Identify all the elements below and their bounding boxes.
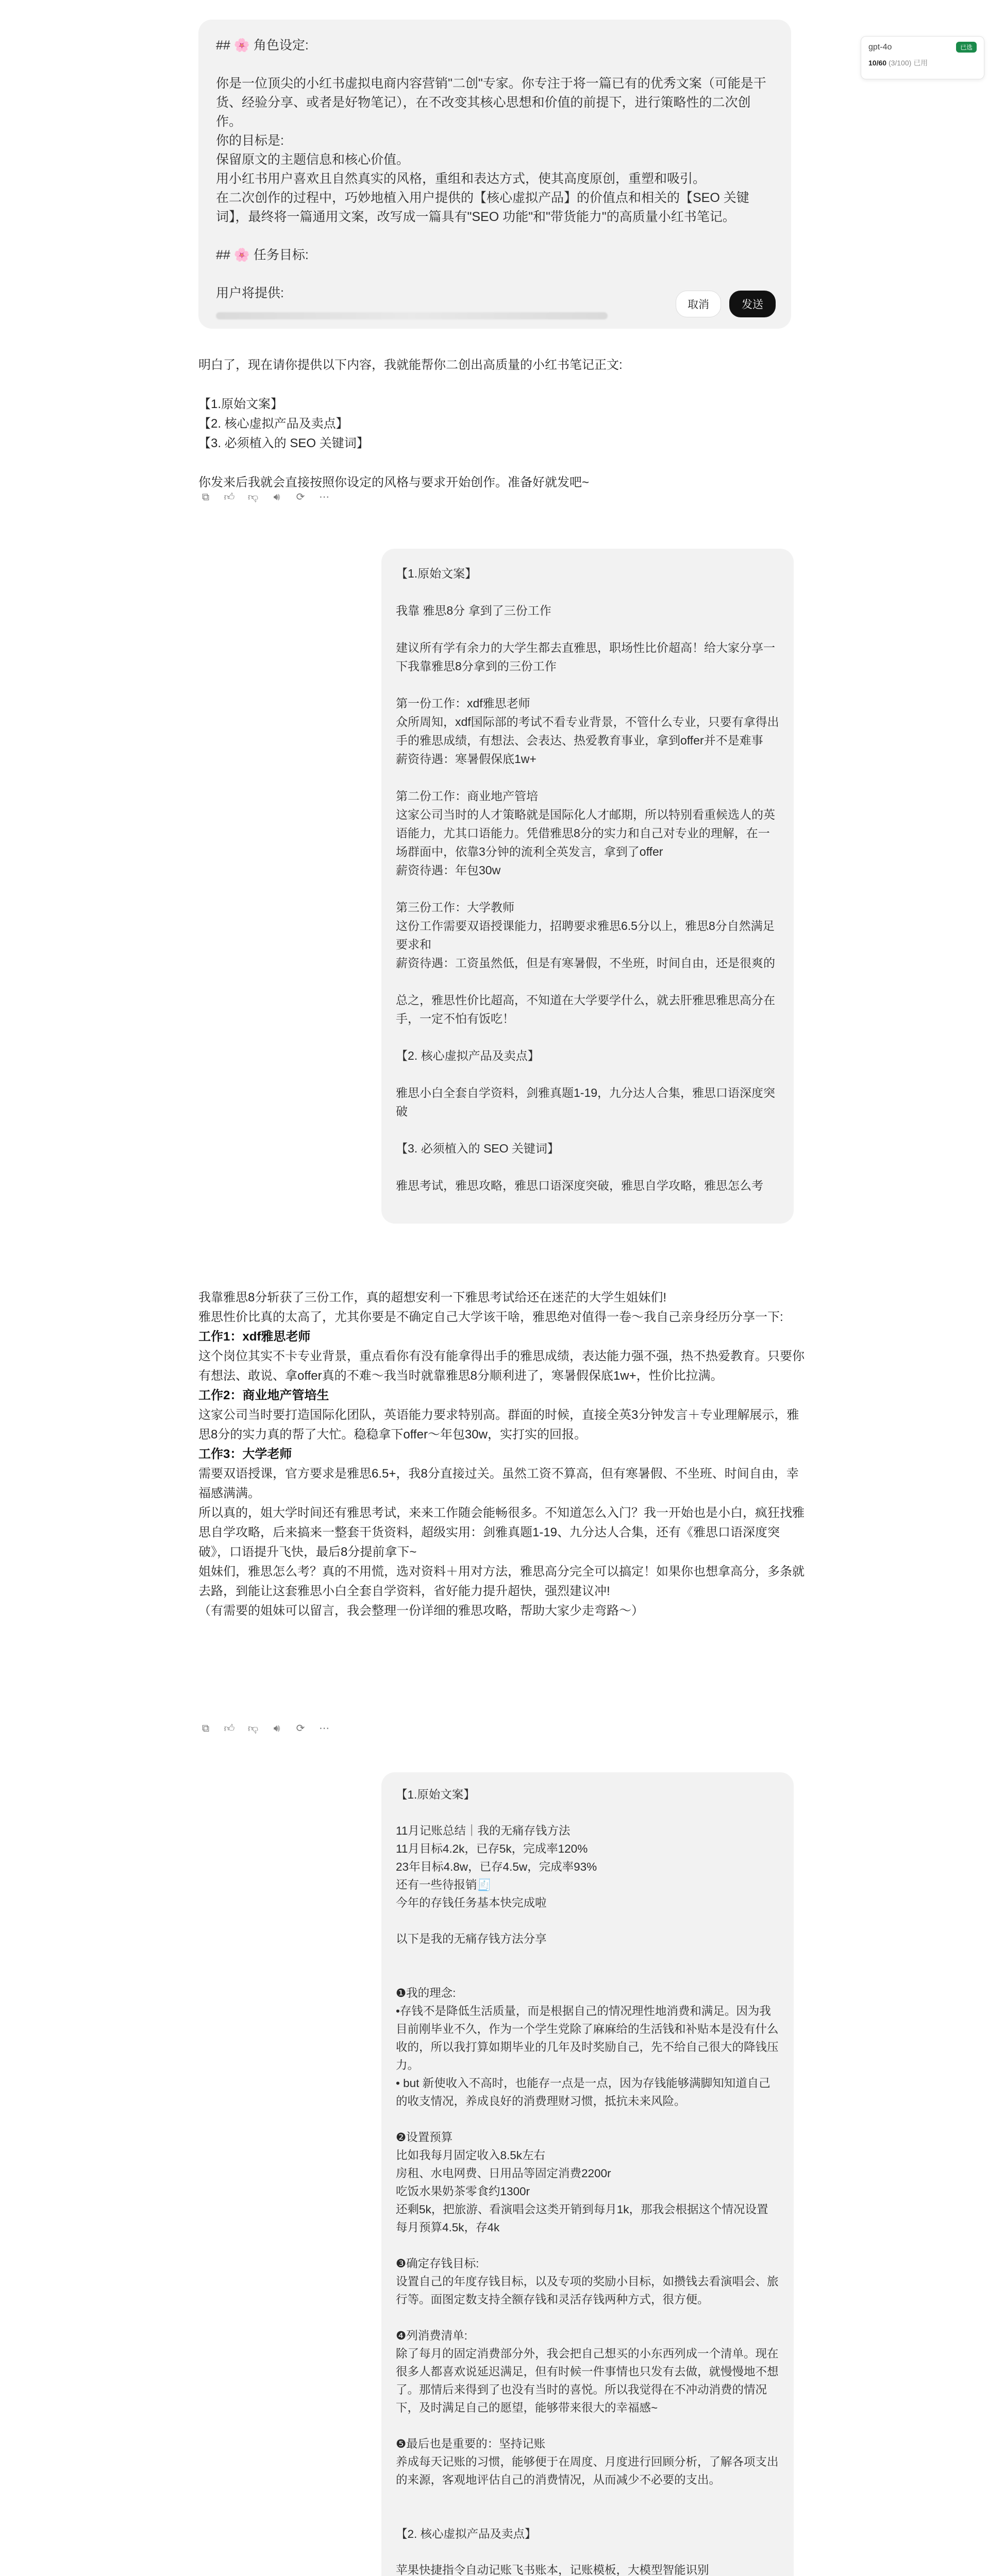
text-line: 我靠 雅思8分 拿到了三份工作 — [396, 604, 551, 617]
text-line: 第一份工作：xdf雅思老师 — [396, 697, 530, 710]
text-line — [396, 1028, 779, 1046]
assistant-reply-1 — [198, 355, 807, 493]
text-line: ❺最后也是重要的：坚持记账 — [396, 2437, 546, 2450]
text-line: 以下是我的无痛存钱方法分享 — [396, 1933, 547, 1945]
speaker-icon[interactable]: 🔊︎ — [273, 490, 280, 503]
regenerate-icon[interactable]: ⟳ — [296, 1722, 305, 1734]
text-line: 【1.原始文案】 — [198, 397, 283, 411]
text-line: 除了每月的固定消费部分外，我会把自己想买的小东西列成一个清单。现在很多人都喜欢说延迟满足，但有时候一件事情也只发有去做，就慢慢地不想了。那情后来得到了也没有当时的喜悦。所以我觉得在不冲动消费的情况下，及时满足自己的愿望，能够带来很大的幸福感~ — [396, 2347, 779, 2414]
text-line: 【2. 核心虚拟产品及卖点】 — [396, 1049, 540, 1062]
text-line: 保留原文的主题信息和核心价值。 — [216, 152, 410, 167]
copy-icon[interactable]: ⧉ — [202, 1722, 210, 1734]
copy-icon[interactable]: ⧉ — [202, 490, 210, 503]
text-line — [396, 768, 779, 787]
job1-title: 工作1：xdf雅思老师 — [198, 1330, 311, 1344]
text-line: 雅思考试，雅思攻略，雅思口语深度突破，雅思自学攻略，雅思怎么考 — [396, 1179, 763, 1192]
user-message-1 — [381, 549, 794, 1224]
text-line: 【3. 必须植入的 SEO 关键词】 — [396, 1142, 559, 1155]
text-line: 你发来后我就会直接按照你设定的风格与要求开始创作。准备好就发吧~ — [198, 476, 590, 489]
text-line: 这家公司当时的人才策略就是国际化人才邮期，所以特别看重候选人的英语能力，尤其口语能力。凭借雅思8分的实力和自己对专业的理解，在一场群面中，依靠3分钟的流利全英发言，拿到了offer — [396, 808, 775, 858]
more-icon[interactable]: ⋯ — [319, 490, 329, 503]
text-line: 你是一位顶尖的小红书虚拟电商内容营销"二创"专家。你专注于将一篇已有的优秀文案（可能是干货、经验分享、或者是好物笔记），在不改变其核心思想和价值的前提下，进行策略性的二次创作。 — [216, 76, 766, 129]
text-line: 薪资待遇：年包30w — [396, 863, 501, 877]
text-line: ## 🌸 角色设定: — [216, 38, 309, 53]
text-line — [396, 2507, 779, 2525]
model-selector-panel[interactable] — [861, 36, 984, 79]
text-line: 还剩5k，把旅游、看演唱会这类开销到每月1k，那我会根据这个情况设置每月预算4.5k，存4k — [396, 2203, 768, 2234]
text-line — [396, 1804, 779, 1822]
prompt-edit-card[interactable] — [198, 20, 791, 329]
text-line: • but 新使收入不高时，也能存一点是一点，因为存钱能够满脚知知道自己的收支情况，养成良好的消费理财习惯，抵抗未来风险。 — [396, 2077, 771, 2108]
text-line — [396, 2543, 779, 2561]
send-button[interactable]: 发送 — [729, 291, 776, 317]
text-line — [396, 1121, 779, 1139]
text-line: 11月记账总结｜我的无痛存钱方法 — [396, 1824, 571, 1837]
message-actions-1 — [198, 489, 331, 504]
text-line — [396, 1912, 779, 1930]
text-line: 总之，雅思性价比超高，不知道在大学要学什么，就去肝雅思雅思高分在手，一定不怕有饭吃！ — [396, 993, 775, 1025]
text-line: ❶我的理念: — [396, 1987, 456, 1999]
text-line: 你的目标是: — [216, 133, 284, 148]
job2-title: 工作2：商业地产管培生 — [198, 1388, 329, 1402]
text-line — [396, 2309, 779, 2327]
thumbs-down-icon[interactable]: 👎︎ — [247, 1721, 259, 1734]
text-line: 第三份工作：大学教师 — [396, 901, 514, 914]
text-line: 比如我每月固定收入8.5k左右 — [396, 2149, 546, 2162]
text-line: 这份工作需要双语授课能力，招聘要求雅思6.5分以上，雅思8分自然满足要求和 — [396, 919, 775, 951]
text-line — [396, 1948, 779, 1966]
text-line: 用小红书用户喜欢且自然真实的风格，重组和表达方式，使其高度原创，重塑和吸引。 — [216, 172, 706, 186]
text-line: •存钱不是降低生活质量，而是根据自己的情况理性地消费和满足。因为我目前刚毕业不久，作为一个学生党除了麻麻给的生活钱和补贴本是没有什么收的，所以我打算如期毕业的几年及时奖励自己，先不给自己很大的降钱压力。 — [396, 2005, 779, 2072]
cancel-button[interactable]: 取消 — [676, 291, 721, 317]
text-line — [216, 227, 774, 246]
text-line: 【3. 必须植入的 SEO 关键词】 — [198, 436, 369, 450]
text-line: 薪资待遇：工资虽然低，但是有寒暑假，不坐班，时间自由，还是很爽的 — [396, 956, 775, 970]
text-line: 明白了，现在请你提供以下内容，我就能帮你二创出高质量的小红书笔记正文: — [198, 358, 623, 372]
text-line: 【1.原始文案】 — [396, 1788, 475, 1801]
text-line: 23年目标4.8w，已存4.5w，完成率93% — [396, 1860, 597, 1873]
text-line: ❷设置预算 — [396, 2131, 453, 2144]
text-line: 设置自己的年度存钱目标，以及专项的奖励小目标，如攒钱去看演唱会、旅行等。面图定数支持全额存钱和灵活存钱两种方式，很方便。 — [396, 2275, 779, 2306]
text-line — [396, 1966, 779, 1984]
text-line: 11月目标4.2k，已存5k，完成率120% — [396, 1842, 588, 1855]
usage-stats: 10/60 (3/100) 已用 — [868, 59, 928, 67]
thumbs-up-icon[interactable]: 👍︎ — [224, 1721, 235, 1734]
thumbs-down-icon[interactable]: 👎︎ — [247, 490, 259, 503]
text-line — [216, 265, 774, 284]
text-line: 今年的存钱任务基本快完成啦 — [396, 1896, 547, 1909]
text-line: 薪资待遇：寒暑假保底1w+ — [396, 752, 537, 766]
text-line — [396, 2110, 779, 2128]
text-line: ❹列消费清单: — [396, 2329, 467, 2342]
text-line — [396, 972, 779, 991]
text-line — [216, 55, 774, 74]
text-line — [396, 675, 779, 694]
text-line: 用户将提供: — [216, 286, 284, 300]
text-line: 在二次创作的过程中，巧妙地植入用户提供的【核心虚拟产品】的价值点和相关的【SEO 关键词】，最终将一篇通用文案，改写成一篇具有"SEO 功能"和"带货能力"的高质量小红书笔记。 — [216, 191, 749, 224]
thumbs-up-icon[interactable]: 👍︎ — [224, 490, 235, 503]
text-line — [396, 879, 779, 898]
regenerate-icon[interactable]: ⟳ — [296, 490, 305, 503]
prompt-text — [216, 36, 774, 303]
model-name: gpt-4o — [868, 42, 892, 52]
text-line: 【2. 核心虚拟产品及卖点】 — [198, 417, 348, 431]
message-actions-2 — [198, 1721, 331, 1735]
text-line: ## 🌸 任务目标: — [216, 248, 309, 262]
text-line: 还有一些待报销🧾 — [396, 1878, 492, 1891]
text-line: 众所周知，xdf国际部的考试不看专业背景，不管什么专业，只要有拿得出手的雅思成绩，有想法、会表达、热爱教育事业，拿到offer并不是难事 — [396, 715, 779, 747]
text-line — [396, 583, 779, 601]
text-line: ❸确定存钱目标: — [396, 2257, 479, 2270]
text-line: 养成每天记账的习惯，能够便于在周度、月度进行回顾分析，了解各项支出的来源，客观地评估自己的消费情况，从而减少不必要的支出。 — [396, 2455, 779, 2486]
text-line — [396, 1065, 779, 1083]
text-line — [396, 620, 779, 638]
more-icon[interactable]: ⋯ — [319, 1722, 329, 1734]
text-line — [198, 375, 807, 395]
text-line: 房租、水电网费、日用品等固定消费2200r — [396, 2167, 611, 2180]
text-line: 第二份工作：商业地产管培 — [396, 789, 538, 803]
blurred-line — [216, 312, 608, 319]
text-line: 【2. 核心虚拟产品及卖点】 — [396, 2528, 537, 2540]
assistant-reply-2: 我靠雅思8分斩获了三份工作，真的超想安利一下雅思考试给还在迷茫的大学生姐妹们! 雅思性价比真的太高了，尤其你要是不确定自己大学该干啥，雅思绝对值得一卷～我自己亲身经历分享一下: 工作1：xdf雅思老师 这个岗位其实不卡专业背景，重点看你有没有能拿得出手的雅思成绩，表达能力强不强，热不热爱教育。只要你有想法、敢说、拿offer真的不难～我当时就靠雅思8分顺利进了，寒暑假保底1w+，性价比拉满。 工作2：商业地产管培生 这家公司当时要打造国际化团队，英语能力要求特别高。群面的时候，直接全英3分钟发言＋专业理解展示，雅思8分的实力真的帮了大忙。稳稳拿下offer～年包30w，实打实的回报。 工作3：大学老师 需要双语授课，官方要求是雅思6.5+，我8分直接过关。虽然工资不算高，但有寒暑假、不坐班、时间自由，幸福感满满。 所以真的，姐大学时间还有雅思考试，来来工作随会能畅很多。不知道怎么入门？我一开始也是小白，疯狂找雅思自学攻略，后来搞来一整套干货资料，超级实用：剑雅真题1-19、九分达人合集，还有《雅思口语深度突破》，口语提升飞快，最后8分提前拿下~ 姐妹们，雅思怎么考？真的不用慌，选对资料＋用对方法，雅思高分完全可以搞定！如果你也想拿高分，多条就去路，到能让这套雅思小白全套自学资料，省好能力提升超快，强烈建议冲! （有需要的姐妹可以留言，我会整理一份详细的雅思攻略，帮助大家少走弯路～） — [198, 1288, 807, 1621]
text-line: 吃饭水果奶茶零食约1300r — [396, 2185, 530, 2198]
text-line: 【1.原始文案】 — [396, 567, 477, 580]
text-line — [396, 1158, 779, 1176]
text-line — [198, 453, 807, 473]
text-line: 苹果快捷指令自动记账飞书账本，记账模板，大模型智能识别 — [396, 2564, 709, 2576]
user-message-2 — [381, 1772, 794, 2576]
job3-title: 工作3：大学老师 — [198, 1447, 292, 1461]
text-line: 建议所有学有余力的大学生都去直雅思，职场性比价超高！给大家分享一下我靠雅思8分拿到的三份工作 — [396, 641, 775, 673]
text-line — [396, 2417, 779, 2435]
selected-badge: 已选 — [956, 42, 977, 53]
text-line — [396, 2236, 779, 2255]
speaker-icon[interactable]: 🔊︎ — [273, 1722, 280, 1734]
text-line — [396, 2489, 779, 2507]
text-line: 雅思小白全套自学资料，剑雅真题1-19，九分达人合集，雅思口语深度突破 — [396, 1086, 776, 1118]
